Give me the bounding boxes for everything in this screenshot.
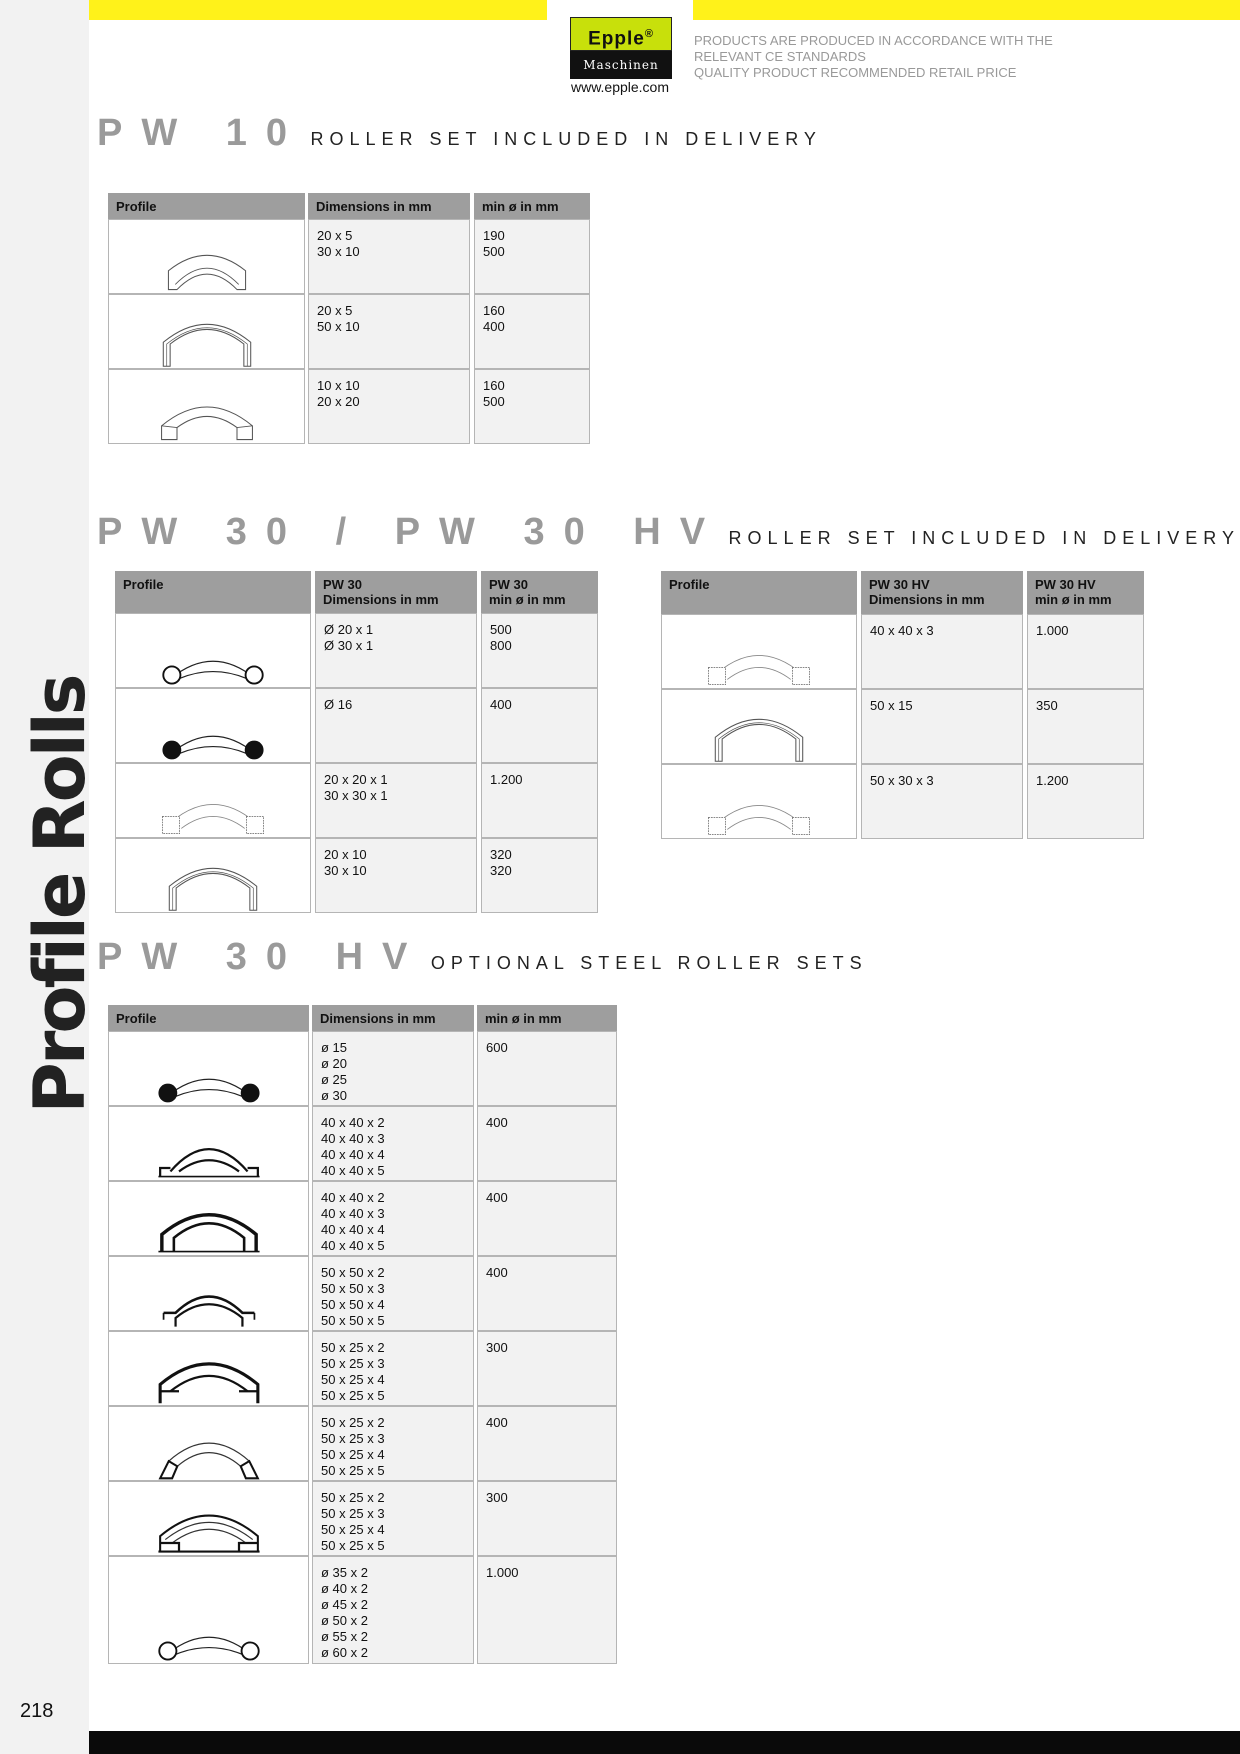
dimension-value: 50 x 25 x 2: [321, 1490, 385, 1505]
min-diameter-column: [477, 1005, 617, 1664]
dimension-value: 40 x 40 x 5: [321, 1238, 385, 1253]
dimensions-cell: [308, 294, 470, 369]
dimension-value: ø 30: [321, 1088, 348, 1103]
dimension-value: 50 x 25 x 3: [321, 1506, 385, 1521]
section-subtitle: OPTIONAL STEEL ROLLER SETS: [430, 953, 868, 973]
min-diameter-cell: [477, 1481, 617, 1556]
dimension-value: 20 x 5: [317, 228, 353, 243]
dimension-value: 40 x 40 x 4: [321, 1222, 385, 1237]
profile-cell: [115, 838, 311, 913]
round-bar-profile-icon: [150, 702, 276, 762]
min-diameter-value: 1.000: [1036, 623, 1069, 638]
min-diameter-value: 500: [490, 622, 512, 637]
page-number: 218: [20, 1700, 54, 1722]
profile-cell: [108, 1481, 309, 1556]
min-diameter-value: 500: [483, 244, 505, 259]
min-diameter-value: 400: [483, 319, 505, 334]
min-diameter-value: 190: [483, 228, 505, 243]
min-diameter-cell: [477, 1556, 617, 1664]
profile-cell: [661, 764, 857, 839]
top-bar-left: [89, 0, 547, 20]
dimension-value: 50 x 15: [870, 698, 913, 713]
round-tube-profile-icon: [150, 627, 276, 687]
dimension-value: 20 x 5: [317, 303, 353, 318]
min-diameter-cell: [477, 1406, 617, 1481]
min-diameter-value: 300: [486, 1340, 508, 1355]
dimension-value: 20 x 10: [324, 847, 367, 862]
column-header-line: Dimensions in mm: [869, 592, 985, 607]
round-tube-profile-icon: [146, 1603, 272, 1663]
square-bar-profile-icon: [144, 383, 270, 443]
column-header: [477, 1005, 617, 1031]
column-header: [474, 193, 590, 219]
min-diameter-value: 400: [486, 1115, 508, 1130]
dimension-value: 40 x 40 x 3: [870, 623, 934, 638]
dimension-value: 50 x 25 x 3: [321, 1431, 385, 1446]
column-header: [861, 571, 1023, 614]
dimensions-column: [315, 571, 477, 913]
column-header: [1027, 571, 1144, 614]
column-header-line: Dimensions in mm: [316, 199, 432, 214]
profile-cell: [108, 1031, 309, 1106]
min-diameter-value: 1.200: [1036, 773, 1069, 788]
min-diameter-value: 500: [483, 394, 505, 409]
dimensions-cell: [308, 219, 470, 294]
square-tube-profile-icon: [696, 778, 822, 838]
dimension-value: ø 50 x 2: [321, 1613, 368, 1628]
min-diameter-value: 400: [490, 697, 512, 712]
column-header: [115, 571, 311, 613]
section-heading-pw10: [97, 112, 822, 155]
dimensions-cell: [315, 613, 477, 688]
column-header: [108, 193, 305, 219]
min-diameter-cell: [481, 838, 598, 913]
min-diameter-cell: [474, 294, 590, 369]
dimensions-cell: [861, 614, 1023, 689]
dimension-value: 50 x 30 x 3: [870, 773, 934, 788]
min-diameter-cell: [1027, 614, 1144, 689]
dimension-value: Ø 16: [324, 697, 353, 712]
min-diameter-column: [1027, 571, 1144, 839]
min-diameter-column: [474, 193, 590, 444]
column-header-line: min ø in mm: [489, 592, 566, 607]
min-diameter-value: 600: [486, 1040, 508, 1055]
min-diameter-value: 1.200: [490, 772, 523, 787]
min-diameter-value: 160: [483, 303, 505, 318]
dimensions-cell: [312, 1556, 474, 1664]
profile-column: [661, 571, 857, 839]
profile-cell: [108, 1556, 309, 1664]
profile-cell: [115, 763, 311, 838]
dimension-value: 40 x 40 x 2: [321, 1190, 385, 1205]
dimension-value: 50 x 50 x 2: [321, 1265, 385, 1280]
epple-logo: [566, 15, 674, 99]
column-header-line: PW 30 HV: [869, 577, 930, 592]
min-diameter-cell: [481, 613, 598, 688]
profile-column: [108, 1005, 309, 1664]
profile-cell: [661, 614, 857, 689]
dimension-value: 50 x 25 x 2: [321, 1340, 385, 1355]
dimension-value: 40 x 40 x 4: [321, 1147, 385, 1162]
min-diameter-value: 320: [490, 847, 512, 862]
min-diameter-cell: [481, 688, 598, 763]
dimension-value: 40 x 40 x 5: [321, 1163, 385, 1178]
min-diameter-cell: [1027, 689, 1144, 764]
dimensions-cell: [861, 689, 1023, 764]
min-diameter-value: 400: [486, 1415, 508, 1430]
dimension-value: 50 x 50 x 5: [321, 1313, 385, 1328]
column-header-line: Dimensions in mm: [323, 592, 439, 607]
dimension-value: Ø 30 x 1: [324, 638, 374, 653]
dimension-value: 40 x 40 x 3: [321, 1131, 385, 1146]
flat-bar-upright-profile-icon: [144, 308, 270, 368]
min-diameter-cell: [477, 1331, 617, 1406]
dimension-value: ø 25: [321, 1072, 348, 1087]
flat-bar-upright-profile-icon: [150, 852, 276, 912]
dimension-value: Ø 20 x 1: [324, 622, 374, 637]
min-diameter-cell: [477, 1181, 617, 1256]
column-header-line: Profile: [123, 577, 164, 592]
dimension-value: 10 x 10: [317, 378, 360, 393]
column-header-line: Profile: [669, 577, 710, 592]
dimension-value: ø 45 x 2: [321, 1597, 368, 1612]
dimensions-column: [312, 1005, 474, 1664]
dimensions-cell: [315, 763, 477, 838]
min-diameter-value: 400: [486, 1190, 508, 1205]
dimension-value: ø 35 x 2: [321, 1565, 368, 1580]
side-title: Profile Rolls: [19, 676, 101, 1114]
dimension-value: 50 x 25 x 5: [321, 1463, 385, 1478]
section-subtitle: ROLLER SET INCLUDED IN DELIVERY: [728, 528, 1240, 548]
dimensions-cell: [312, 1331, 474, 1406]
column-header-line: PW 30: [489, 577, 529, 592]
rect-tube-profile-icon: [146, 1495, 272, 1555]
min-diameter-value: 320: [490, 863, 512, 878]
profile-cell: [108, 219, 305, 294]
dimensions-cell: [315, 688, 477, 763]
dimensions-cell: [312, 1481, 474, 1556]
dimension-value: 50 x 25 x 2: [321, 1415, 385, 1430]
dimensions-cell: [312, 1256, 474, 1331]
column-header-line: min ø in mm: [485, 1011, 562, 1026]
square-tube-heavy-profile-icon: [146, 1195, 272, 1255]
column-header-line: min ø in mm: [482, 199, 559, 214]
dimension-value: 50 x 50 x 3: [321, 1281, 385, 1296]
dimension-value: 50 x 50 x 4: [321, 1297, 385, 1312]
round-bar-profile-icon: [146, 1045, 272, 1105]
profile-cell: [108, 294, 305, 369]
dimension-value: 20 x 20: [317, 394, 360, 409]
column-header-line: Dimensions in mm: [320, 1011, 436, 1026]
profile-cell: [115, 688, 311, 763]
dimension-value: 50 x 25 x 5: [321, 1388, 385, 1403]
min-diameter-value: 400: [486, 1265, 508, 1280]
column-header: [481, 571, 598, 613]
dimension-value: ø 60 x 2: [321, 1645, 368, 1660]
ce-notice: PRODUCTS ARE PRODUCED IN ACCORDANCE WITH THE RELEVANT CE STANDARDS QUALITY PRODUCT RECOMMENDED RETAIL PRICE: [694, 33, 1053, 80]
dimensions-column: [861, 571, 1023, 839]
section-title: PW 30 HV: [97, 936, 427, 978]
min-diameter-cell: [481, 763, 598, 838]
logo-top: Epple®: [570, 17, 672, 51]
dimension-value: ø 40 x 2: [321, 1581, 368, 1596]
bottom-bar: [89, 1731, 1240, 1754]
dimension-value: ø 55 x 2: [321, 1629, 368, 1644]
section-title: PW 30 / PW 30 HV: [97, 511, 725, 553]
profile-cell: [108, 369, 305, 444]
column-header: [315, 571, 477, 613]
column-header: [661, 571, 857, 614]
dimension-value: 50 x 25 x 4: [321, 1372, 385, 1387]
dimensions-cell: [315, 838, 477, 913]
dimension-value: ø 15: [321, 1040, 348, 1055]
profile-cell: [108, 1256, 309, 1331]
dimension-value: 30 x 10: [317, 244, 360, 259]
profile-cell: [661, 689, 857, 764]
angle-leg-in-profile-icon: [146, 1270, 272, 1330]
profile-cell: [108, 1331, 309, 1406]
dimension-value: 40 x 40 x 2: [321, 1115, 385, 1130]
dimension-value: 50 x 25 x 4: [321, 1447, 385, 1462]
angle-profile-icon: [146, 1120, 272, 1180]
min-diameter-value: 160: [483, 378, 505, 393]
column-header: [308, 193, 470, 219]
column-header: [312, 1005, 474, 1031]
min-diameter-cell: [474, 369, 590, 444]
flat-bar-profile-icon: [144, 233, 270, 293]
dimensions-cell: [861, 764, 1023, 839]
logo-middle: Maschinen: [570, 51, 672, 79]
min-diameter-cell: [477, 1031, 617, 1106]
column-header-line: min ø in mm: [1035, 592, 1112, 607]
profile-cell: [108, 1181, 309, 1256]
profile-cell: [108, 1106, 309, 1181]
dimensions-cell: [312, 1406, 474, 1481]
min-diameter-cell: [477, 1256, 617, 1331]
profile-column: [115, 571, 311, 913]
dimension-value: 50 x 25 x 3: [321, 1356, 385, 1371]
dimensions-cell: [308, 369, 470, 444]
profile-column: [108, 193, 305, 444]
dimension-value: 50 x 10: [317, 319, 360, 334]
dimensions-cell: [312, 1031, 474, 1106]
dimension-value: 20 x 20 x 1: [324, 772, 388, 787]
top-bar-right: [693, 0, 1240, 20]
logo-url: www.epple.com: [570, 79, 670, 95]
flat-bar-upright-profile-icon: [696, 703, 822, 763]
dimensions-cell: [312, 1181, 474, 1256]
column-header-line: Profile: [116, 1011, 157, 1026]
min-diameter-column: [481, 571, 598, 913]
dimension-value: ø 20: [321, 1056, 348, 1071]
min-diameter-value: 1.000: [486, 1565, 519, 1580]
section-heading-pw30hv: [97, 936, 868, 979]
min-diameter-cell: [474, 219, 590, 294]
profile-cell: [115, 613, 311, 688]
dimensions-cell: [312, 1106, 474, 1181]
t-profile-icon: [146, 1420, 272, 1480]
dimension-value: 30 x 10: [324, 863, 367, 878]
section-heading-pw30: [97, 511, 1240, 554]
min-diameter-value: 300: [486, 1490, 508, 1505]
angle-leg-out-profile-icon: [146, 1345, 272, 1405]
profile-cell: [108, 1406, 309, 1481]
dimensions-column: [308, 193, 470, 444]
dimension-value: 50 x 25 x 5: [321, 1538, 385, 1553]
dimension-value: 30 x 30 x 1: [324, 788, 388, 803]
square-tube-profile-icon: [696, 628, 822, 688]
column-header: [108, 1005, 309, 1031]
min-diameter-value: 800: [490, 638, 512, 653]
dimension-value: 40 x 40 x 3: [321, 1206, 385, 1221]
section-title: PW 10: [97, 112, 307, 154]
column-header-line: Profile: [116, 199, 157, 214]
min-diameter-value: 350: [1036, 698, 1058, 713]
column-header-line: PW 30: [323, 577, 363, 592]
section-subtitle: ROLLER SET INCLUDED IN DELIVERY: [310, 129, 822, 149]
square-tube-profile-icon: [150, 777, 276, 837]
min-diameter-cell: [1027, 764, 1144, 839]
min-diameter-cell: [477, 1106, 617, 1181]
side-band: [0, 0, 101, 1754]
dimension-value: 50 x 25 x 4: [321, 1522, 385, 1537]
column-header-line: PW 30 HV: [1035, 577, 1096, 592]
